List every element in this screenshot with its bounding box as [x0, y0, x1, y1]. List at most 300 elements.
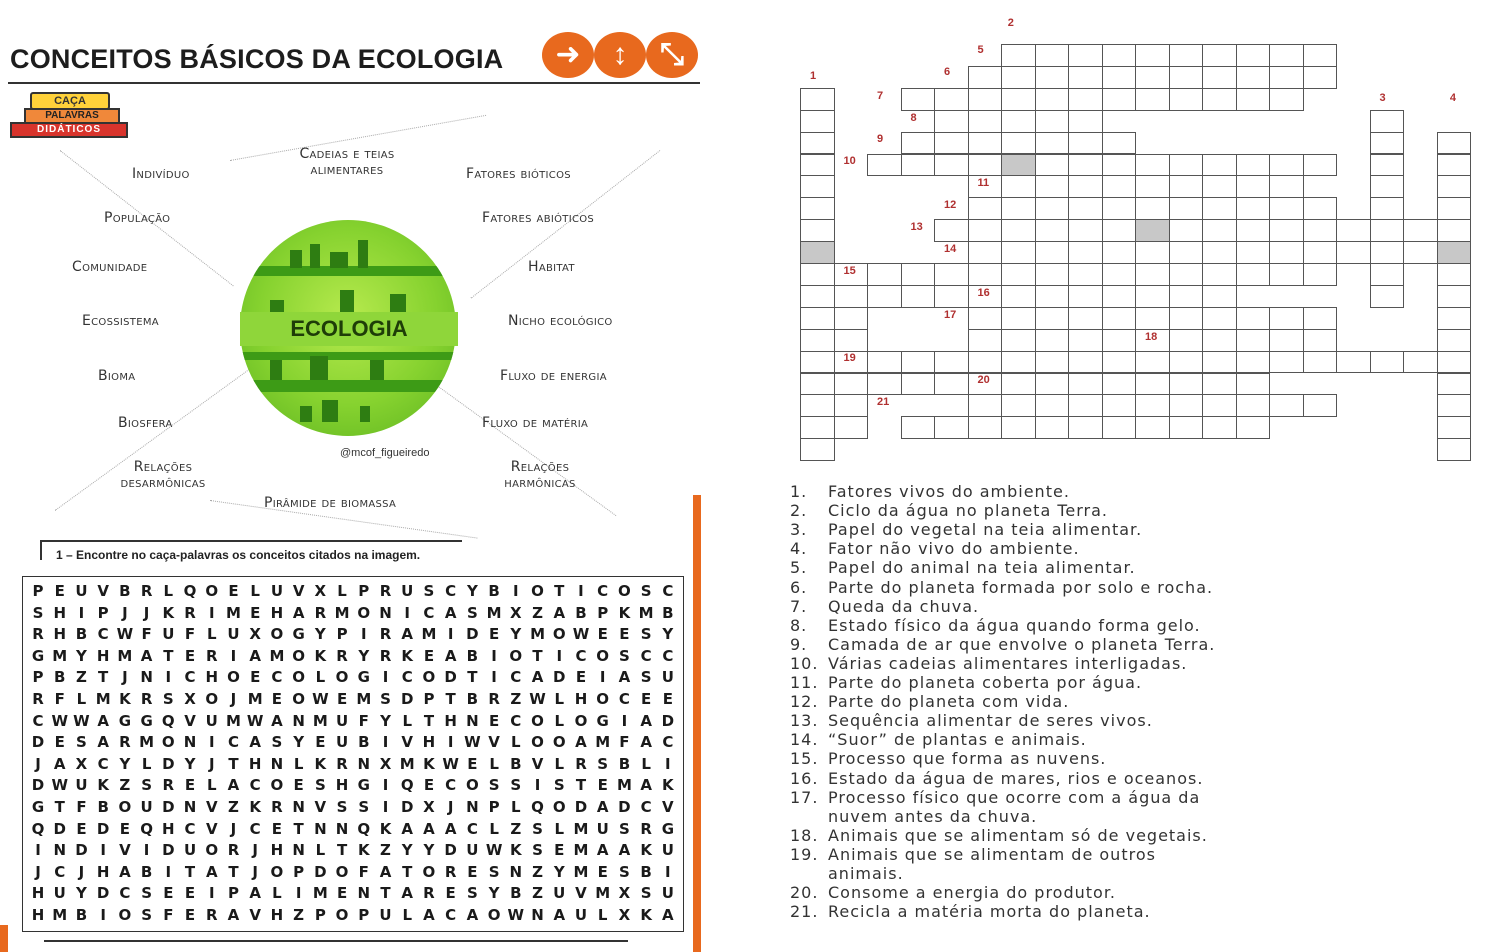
- word-search-letter[interactable]: J: [122, 668, 128, 687]
- crossword-cell[interactable]: [1135, 219, 1170, 242]
- word-search-letter[interactable]: S: [314, 776, 326, 795]
- word-search-letter[interactable]: S: [162, 690, 174, 708]
- crossword-cell[interactable]: [1437, 394, 1472, 417]
- crossword-cell[interactable]: [1035, 197, 1070, 220]
- crossword-cell[interactable]: [934, 154, 969, 177]
- crossword-cell[interactable]: [1001, 110, 1036, 133]
- word-search-letter[interactable]: D: [466, 625, 479, 644]
- crossword-cell[interactable]: [1303, 394, 1338, 417]
- crossword-cell[interactable]: [834, 373, 869, 396]
- crossword-cell[interactable]: [1035, 132, 1070, 155]
- crossword-cell[interactable]: [1437, 219, 1472, 242]
- crossword-cell[interactable]: [1236, 351, 1271, 374]
- crossword-cell[interactable]: [1236, 307, 1271, 330]
- crossword-cell[interactable]: [1437, 197, 1472, 220]
- word-search-letter[interactable]: N: [379, 603, 392, 622]
- word-search-letter[interactable]: A: [575, 733, 587, 752]
- word-search-letter[interactable]: V: [184, 711, 196, 730]
- word-search-letter[interactable]: S: [532, 841, 543, 860]
- crossword-cell[interactable]: [934, 132, 969, 155]
- crossword-cell[interactable]: [1370, 351, 1405, 374]
- crossword-cell[interactable]: [1269, 329, 1304, 352]
- word-search-letter[interactable]: W: [442, 754, 459, 773]
- crossword-cell[interactable]: [1269, 44, 1304, 67]
- word-search-letter[interactable]: L: [554, 711, 565, 730]
- crossword-cell[interactable]: [1236, 154, 1271, 177]
- word-search-letter[interactable]: E: [662, 690, 673, 708]
- word-search-letter[interactable]: W: [485, 841, 503, 860]
- word-search-letter[interactable]: G: [357, 668, 370, 687]
- crossword-cell[interactable]: [1001, 394, 1036, 417]
- word-search-letter[interactable]: E: [119, 819, 130, 838]
- word-search-letter[interactable]: G: [140, 711, 153, 730]
- word-search-letter[interactable]: B: [662, 603, 674, 622]
- crossword-cell[interactable]: [1102, 66, 1137, 89]
- word-search-letter[interactable]: T: [293, 819, 304, 838]
- crossword-cell[interactable]: [1236, 241, 1271, 264]
- crossword-cell[interactable]: [1102, 416, 1137, 439]
- word-search-letter[interactable]: N: [357, 884, 371, 903]
- word-search-letter[interactable]: M: [95, 690, 111, 708]
- crossword-cell[interactable]: [1102, 88, 1137, 111]
- word-search-letter[interactable]: E: [163, 884, 174, 903]
- crossword-cell[interactable]: [867, 285, 902, 308]
- word-search-letter[interactable]: T: [228, 754, 239, 773]
- word-search-letter[interactable]: K: [119, 690, 131, 708]
- word-search-letter[interactable]: Y: [76, 646, 87, 665]
- word-search-letter[interactable]: I: [404, 603, 411, 622]
- word-search-letter[interactable]: O: [292, 668, 305, 687]
- word-search-letter[interactable]: S: [640, 625, 652, 644]
- word-search-letter[interactable]: H: [574, 690, 588, 708]
- crossword-cell[interactable]: [1169, 263, 1204, 286]
- word-search-letter[interactable]: U: [466, 841, 479, 860]
- word-search-letter[interactable]: A: [401, 884, 414, 903]
- word-search-letter[interactable]: A: [466, 906, 479, 924]
- word-search-letter[interactable]: O: [422, 668, 436, 687]
- crossword-cell[interactable]: [800, 110, 835, 133]
- word-search-letter[interactable]: I: [165, 862, 172, 881]
- crossword-cell[interactable]: [934, 285, 969, 308]
- crossword-cell[interactable]: [1303, 307, 1338, 330]
- word-search-letter[interactable]: I: [665, 754, 671, 773]
- word-search-letter[interactable]: R: [336, 754, 348, 773]
- word-search-letter[interactable]: C: [97, 625, 109, 644]
- crossword-cell[interactable]: [1236, 263, 1271, 286]
- word-search-letter[interactable]: J: [35, 862, 41, 881]
- crossword-cell[interactable]: [1035, 373, 1070, 396]
- crossword-cell[interactable]: [800, 219, 835, 242]
- word-search-letter[interactable]: N: [357, 754, 371, 773]
- word-search-letter[interactable]: N: [183, 733, 197, 752]
- word-search-letter[interactable]: P: [423, 690, 435, 708]
- crossword-cell[interactable]: [800, 329, 835, 352]
- word-search-letter[interactable]: W: [507, 906, 525, 924]
- word-search-letter[interactable]: R: [162, 776, 175, 795]
- crossword-cell[interactable]: [934, 373, 969, 396]
- word-search-letter[interactable]: I: [35, 841, 41, 860]
- word-search-letter[interactable]: B: [510, 754, 522, 773]
- word-search-letter[interactable]: O: [292, 646, 305, 665]
- word-search-letter[interactable]: Y: [314, 625, 326, 644]
- word-search-letter[interactable]: R: [640, 819, 652, 838]
- word-search-letter[interactable]: C: [445, 776, 457, 795]
- word-search-letter[interactable]: V: [314, 798, 327, 816]
- word-search-letter[interactable]: U: [162, 625, 175, 644]
- crossword-cell[interactable]: [1035, 219, 1070, 242]
- crossword-cell[interactable]: [1202, 285, 1237, 308]
- crossword-cell[interactable]: [1437, 154, 1472, 177]
- crossword-cell[interactable]: [800, 394, 835, 417]
- crossword-cell[interactable]: [1035, 329, 1070, 352]
- word-search-letter[interactable]: G: [118, 711, 132, 730]
- word-search-letter[interactable]: H: [270, 603, 284, 622]
- arrow-diagonal-icon[interactable]: ⤡: [646, 32, 698, 78]
- word-search-letter[interactable]: K: [314, 754, 327, 773]
- word-search-letter[interactable]: U: [553, 884, 566, 903]
- word-search-letter[interactable]: O: [596, 690, 610, 708]
- word-search-letter[interactable]: Y: [662, 625, 674, 644]
- word-search-letter[interactable]: R: [575, 754, 587, 773]
- word-search-letter[interactable]: C: [423, 603, 435, 622]
- word-search-letter[interactable]: B: [119, 582, 131, 600]
- word-search-letter[interactable]: J: [230, 690, 237, 708]
- word-search-letter[interactable]: A: [119, 862, 131, 881]
- word-search-letter[interactable]: I: [382, 776, 389, 795]
- crossword-cell[interactable]: [1135, 66, 1170, 89]
- crossword-cell[interactable]: [1001, 88, 1036, 111]
- word-search-letter[interactable]: A: [553, 906, 566, 924]
- word-search-letter[interactable]: E: [76, 819, 87, 838]
- word-search-letter[interactable]: N: [509, 862, 523, 881]
- crossword-cell[interactable]: [1068, 44, 1103, 67]
- crossword-cell[interactable]: [800, 154, 835, 177]
- word-search-letter[interactable]: C: [249, 776, 261, 795]
- crossword-cell[interactable]: [1336, 219, 1371, 242]
- word-search-letter[interactable]: V: [292, 582, 305, 600]
- word-search-letter[interactable]: C: [640, 798, 652, 816]
- word-search-letter[interactable]: E: [488, 625, 500, 644]
- word-search-letter[interactable]: C: [97, 754, 109, 773]
- word-search-letter[interactable]: S: [271, 733, 283, 752]
- word-search-letter[interactable]: O: [552, 798, 566, 816]
- word-search-letter[interactable]: I: [665, 862, 671, 881]
- crossword-cell[interactable]: [1202, 197, 1237, 220]
- crossword-cell[interactable]: [1202, 44, 1237, 67]
- crossword-cell[interactable]: [800, 197, 835, 220]
- word-search-letter[interactable]: O: [270, 776, 284, 795]
- word-search-letter[interactable]: A: [596, 798, 609, 816]
- word-search-letter[interactable]: Y: [119, 754, 131, 773]
- crossword-cell[interactable]: [1068, 110, 1103, 133]
- crossword-cell[interactable]: [1169, 175, 1204, 198]
- crossword-cell[interactable]: [968, 219, 1003, 242]
- word-search-letter[interactable]: T: [54, 798, 65, 816]
- word-search-letter[interactable]: A: [292, 603, 305, 622]
- crossword-cell[interactable]: [867, 263, 902, 286]
- word-search-letter[interactable]: C: [401, 668, 413, 687]
- crossword-cell[interactable]: [1035, 44, 1070, 67]
- word-search-letter[interactable]: H: [31, 906, 45, 924]
- word-search-letter[interactable]: F: [141, 625, 152, 644]
- word-search-letter[interactable]: E: [488, 711, 500, 730]
- word-search-letter[interactable]: A: [97, 711, 109, 730]
- word-search-letter[interactable]: B: [358, 733, 370, 752]
- word-search-letter[interactable]: D: [400, 690, 414, 708]
- word-search-letter[interactable]: I: [382, 668, 389, 687]
- word-search-letter[interactable]: E: [54, 733, 65, 752]
- word-search-letter[interactable]: D: [31, 733, 45, 752]
- word-search-letter[interactable]: A: [249, 884, 261, 903]
- word-search-letter[interactable]: O: [422, 862, 436, 881]
- word-search-letter[interactable]: P: [597, 603, 609, 622]
- crossword-cell[interactable]: [1135, 373, 1170, 396]
- word-search-letter[interactable]: H: [96, 862, 110, 881]
- crossword-cell[interactable]: [1035, 175, 1070, 198]
- word-search-letter[interactable]: N: [183, 798, 197, 816]
- word-search-letter[interactable]: M: [573, 841, 589, 860]
- word-search-letter[interactable]: R: [423, 884, 435, 903]
- word-search-letter[interactable]: L: [250, 582, 260, 600]
- crossword-cell[interactable]: [1001, 44, 1036, 67]
- crossword-cell[interactable]: [968, 88, 1003, 111]
- arrow-up-down-icon[interactable]: ↕: [594, 32, 646, 78]
- word-search-letter[interactable]: Z: [510, 819, 522, 838]
- crossword-cell[interactable]: [1068, 219, 1103, 242]
- crossword-cell[interactable]: [1102, 175, 1137, 198]
- word-search-letter[interactable]: N: [335, 819, 349, 838]
- word-search-letter[interactable]: K: [379, 819, 392, 838]
- crossword-cell[interactable]: [1269, 307, 1304, 330]
- word-search-letter[interactable]: B: [640, 862, 652, 881]
- word-search-letter[interactable]: D: [96, 819, 110, 838]
- word-search-letter[interactable]: S: [619, 862, 630, 881]
- crossword-cell[interactable]: [1169, 394, 1204, 417]
- word-search-letter[interactable]: A: [531, 668, 544, 687]
- word-search-letter[interactable]: N: [140, 668, 153, 687]
- crossword-cell[interactable]: [1135, 307, 1170, 330]
- word-search-letter[interactable]: S: [640, 668, 652, 687]
- crossword-cell[interactable]: [1202, 175, 1237, 198]
- word-search-letter[interactable]: C: [510, 711, 522, 730]
- word-search-letter[interactable]: Q: [31, 819, 45, 838]
- word-search-letter[interactable]: S: [380, 690, 391, 708]
- word-search-letter[interactable]: L: [337, 582, 347, 600]
- crossword-cell[interactable]: [1202, 373, 1237, 396]
- word-search-letter[interactable]: D: [444, 668, 457, 687]
- crossword-cell[interactable]: [901, 132, 936, 155]
- crossword-cell[interactable]: [1202, 219, 1237, 242]
- crossword-cell[interactable]: [1370, 132, 1405, 155]
- crossword-cell[interactable]: [1403, 241, 1438, 264]
- word-search-letter[interactable]: A: [640, 776, 652, 795]
- word-search-letter[interactable]: C: [575, 646, 587, 665]
- crossword-cell[interactable]: [1269, 154, 1304, 177]
- word-search-letter[interactable]: S: [532, 819, 543, 838]
- crossword-cell[interactable]: [867, 351, 902, 374]
- crossword-cell[interactable]: [834, 285, 869, 308]
- word-search-letter[interactable]: X: [618, 884, 631, 903]
- word-search-letter[interactable]: U: [270, 582, 283, 600]
- crossword-cell[interactable]: [1001, 132, 1036, 155]
- word-search-letter[interactable]: F: [163, 906, 174, 924]
- word-search-letter[interactable]: S: [466, 603, 478, 622]
- word-search-letter[interactable]: M: [139, 733, 155, 752]
- word-search-letter[interactable]: Z: [532, 603, 543, 622]
- word-search-letter[interactable]: L: [511, 733, 521, 752]
- crossword-cell[interactable]: [968, 307, 1003, 330]
- crossword-cell[interactable]: [1437, 351, 1472, 374]
- word-search-letter[interactable]: J: [252, 841, 258, 860]
- word-search-letter[interactable]: M: [573, 862, 589, 881]
- word-search-letter[interactable]: Y: [553, 862, 565, 881]
- crossword-cell[interactable]: [1035, 66, 1070, 89]
- word-search-letter[interactable]: S: [141, 906, 152, 924]
- crossword-cell[interactable]: [1035, 394, 1070, 417]
- crossword-cell[interactable]: [968, 263, 1003, 286]
- crossword-cell[interactable]: [1102, 329, 1137, 352]
- word-search-letter[interactable]: B: [618, 754, 631, 773]
- word-search-letter[interactable]: J: [447, 798, 454, 816]
- word-search-letter[interactable]: E: [315, 733, 326, 752]
- crossword-cell[interactable]: [1303, 197, 1338, 220]
- crossword-cell[interactable]: [934, 263, 969, 286]
- word-search-letter[interactable]: O: [509, 646, 523, 665]
- crossword-cell[interactable]: [834, 307, 869, 330]
- word-search-letter[interactable]: E: [445, 884, 456, 903]
- word-search-letter[interactable]: A: [596, 841, 609, 860]
- word-search-letter[interactable]: E: [619, 625, 630, 644]
- word-search-letter[interactable]: L: [315, 841, 326, 860]
- word-search-letter[interactable]: E: [184, 884, 196, 903]
- word-search-letter[interactable]: P: [293, 862, 305, 881]
- crossword-cell[interactable]: [1202, 307, 1237, 330]
- crossword-cell[interactable]: [1035, 154, 1070, 177]
- word-search-letter[interactable]: O: [270, 862, 284, 881]
- crossword-cell[interactable]: [1135, 285, 1170, 308]
- word-search-letter[interactable]: D: [618, 798, 631, 816]
- crossword-cell[interactable]: [901, 416, 936, 439]
- crossword-cell[interactable]: [867, 373, 902, 396]
- crossword-cell[interactable]: [1336, 241, 1371, 264]
- word-search-letter[interactable]: S: [336, 798, 348, 816]
- crossword-cell[interactable]: [834, 329, 869, 352]
- crossword-cell[interactable]: [1269, 394, 1304, 417]
- crossword-cell[interactable]: [1370, 110, 1405, 133]
- crossword-cell[interactable]: [1035, 88, 1070, 111]
- crossword-cell[interactable]: [1236, 197, 1271, 220]
- word-search-letter[interactable]: A: [640, 711, 652, 730]
- word-search-letter[interactable]: G: [661, 819, 674, 838]
- crossword-cell[interactable]: [1169, 329, 1204, 352]
- word-search-letter[interactable]: P: [358, 906, 370, 924]
- word-search-letter[interactable]: C: [662, 733, 674, 752]
- word-search-letter[interactable]: I: [230, 646, 237, 665]
- crossword-cell[interactable]: [1437, 285, 1472, 308]
- word-search-letter[interactable]: S: [640, 884, 652, 903]
- word-search-letter[interactable]: B: [466, 690, 479, 708]
- crossword-cell[interactable]: [1169, 416, 1204, 439]
- word-search-letter[interactable]: A: [640, 733, 652, 752]
- word-search-letter[interactable]: W: [464, 733, 481, 752]
- word-search-letter[interactable]: D: [31, 776, 45, 795]
- crossword-cell[interactable]: [1135, 88, 1170, 111]
- crossword-cell[interactable]: [1303, 154, 1338, 177]
- word-search-letter[interactable]: I: [100, 906, 106, 924]
- word-search-letter[interactable]: L: [141, 754, 152, 773]
- word-search-letter[interactable]: O: [335, 906, 349, 924]
- crossword-cell[interactable]: [968, 197, 1003, 220]
- crossword-cell[interactable]: [901, 285, 936, 308]
- word-search-letter[interactable]: T: [402, 862, 413, 881]
- word-search-letter[interactable]: E: [250, 603, 261, 622]
- word-search-letter[interactable]: M: [247, 690, 263, 708]
- crossword-cell[interactable]: [1135, 44, 1170, 67]
- word-search-letter[interactable]: W: [312, 690, 329, 708]
- crossword-cell[interactable]: [1068, 66, 1103, 89]
- crossword-cell[interactable]: [901, 351, 936, 374]
- crossword-cell[interactable]: [1001, 285, 1036, 308]
- crossword-cell[interactable]: [1437, 307, 1472, 330]
- word-search-letter[interactable]: Y: [466, 582, 478, 600]
- crossword-cell[interactable]: [800, 438, 835, 461]
- crossword-cell[interactable]: [1135, 175, 1170, 198]
- word-search-letter[interactable]: I: [578, 582, 584, 600]
- crossword-cell[interactable]: [968, 416, 1003, 439]
- word-search-letter[interactable]: I: [78, 603, 85, 622]
- word-search-letter[interactable]: S: [619, 819, 630, 838]
- crossword-cell[interactable]: [1001, 351, 1036, 374]
- word-search-letter[interactable]: U: [53, 884, 66, 903]
- crossword-cell[interactable]: [1035, 307, 1070, 330]
- crossword-cell[interactable]: [1068, 329, 1103, 352]
- word-search-letter[interactable]: C: [249, 819, 261, 838]
- word-search-letter[interactable]: U: [379, 906, 392, 924]
- word-search-letter[interactable]: Y: [358, 646, 370, 665]
- word-search-letter[interactable]: V: [575, 884, 587, 903]
- crossword-cell[interactable]: [1001, 197, 1036, 220]
- word-search-letter[interactable]: R: [379, 582, 392, 600]
- word-search-letter[interactable]: O: [161, 733, 175, 752]
- word-search-letter[interactable]: R: [314, 603, 327, 622]
- word-search-letter[interactable]: P: [336, 625, 348, 644]
- crossword-cell[interactable]: [1035, 263, 1070, 286]
- word-search-letter[interactable]: D: [400, 798, 414, 816]
- word-search-letter[interactable]: U: [140, 798, 153, 816]
- word-search-letter[interactable]: B: [75, 906, 88, 924]
- word-search-letter[interactable]: K: [510, 841, 522, 860]
- word-search-letter[interactable]: L: [206, 625, 217, 644]
- crossword-cell[interactable]: [1437, 175, 1472, 198]
- word-search-letter[interactable]: W: [73, 711, 90, 730]
- crossword-cell[interactable]: [901, 154, 936, 177]
- crossword-cell[interactable]: [1269, 66, 1304, 89]
- word-search-letter[interactable]: O: [618, 582, 631, 600]
- word-search-letter[interactable]: D: [96, 884, 110, 903]
- word-search-letter[interactable]: A: [53, 754, 66, 773]
- word-search-letter[interactable]: U: [75, 582, 88, 600]
- word-search-letter[interactable]: C: [445, 582, 457, 600]
- word-search-letter[interactable]: S: [358, 798, 370, 816]
- crossword-cell[interactable]: [968, 66, 1003, 89]
- word-search-letter[interactable]: I: [360, 625, 367, 644]
- crossword-cell[interactable]: [1102, 263, 1137, 286]
- word-search-letter[interactable]: E: [184, 776, 196, 795]
- word-search-letter[interactable]: D: [162, 754, 175, 773]
- word-search-letter[interactable]: X: [249, 625, 261, 644]
- word-search-letter[interactable]: M: [312, 884, 328, 903]
- word-search-letter[interactable]: M: [52, 906, 68, 924]
